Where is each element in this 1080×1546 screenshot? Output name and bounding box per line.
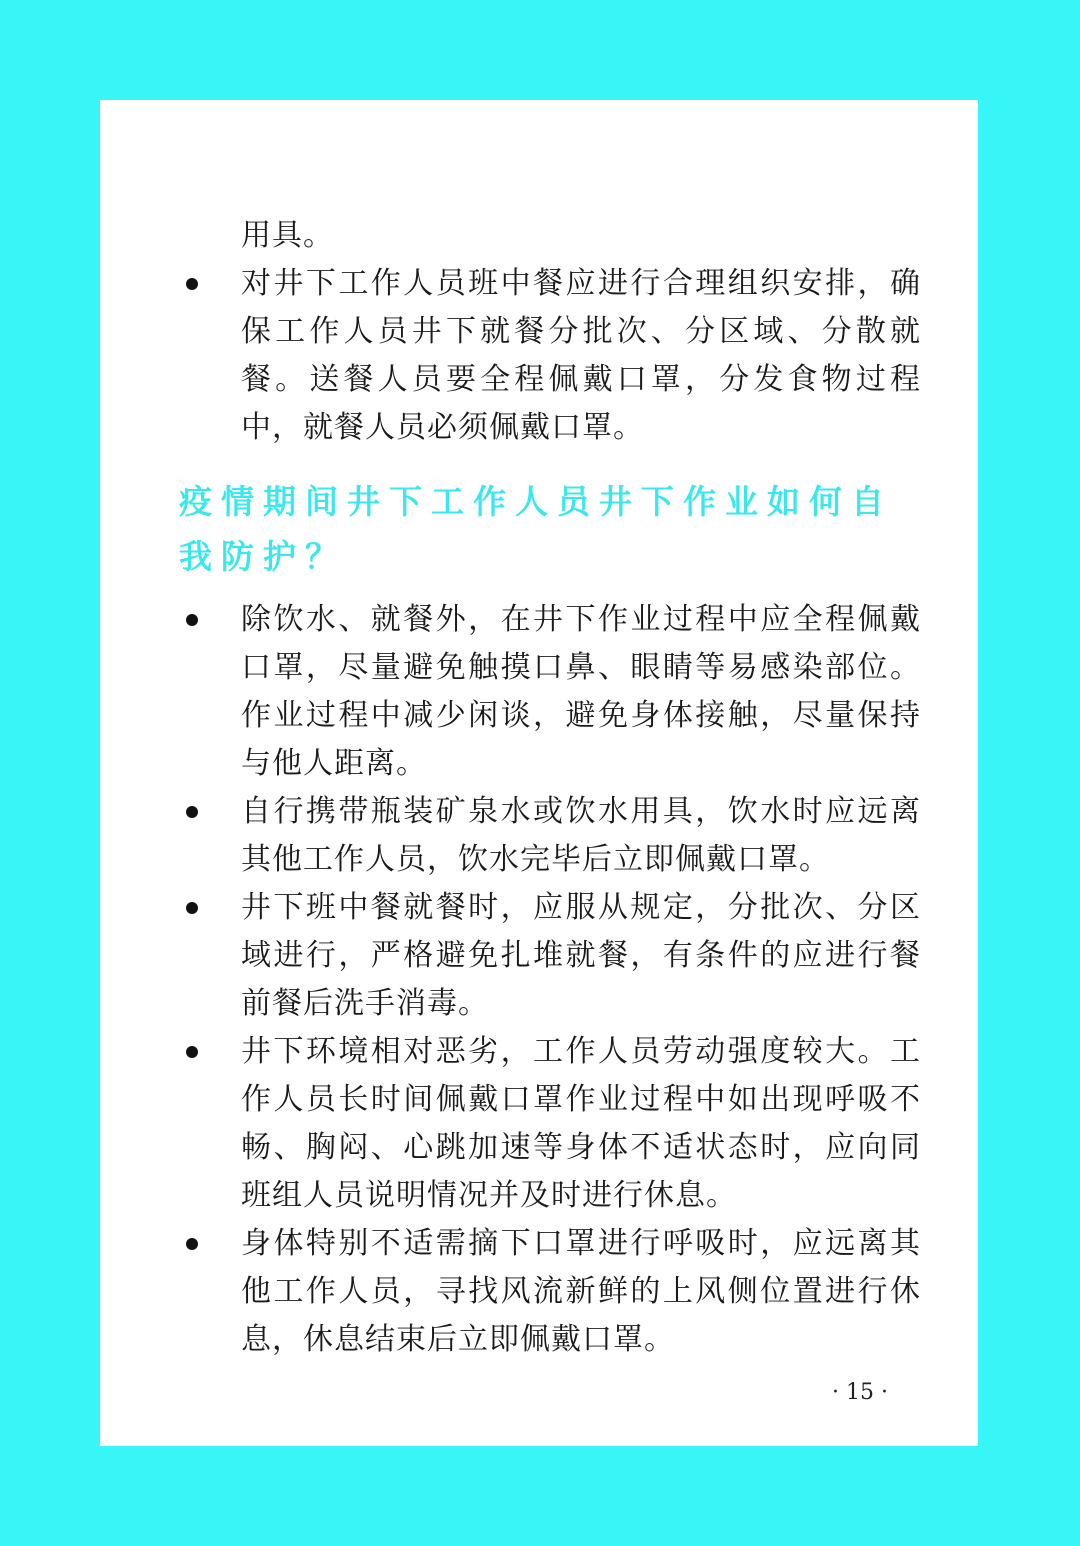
list-item: 身体特别不适需摘下口罩进行呼吸时，应远离其他工作人员，寻找风流新鲜的上风侧位置进行休息，休息结束后立即佩戴口罩。 — [241, 1226, 921, 1357]
page-sheet — [100, 100, 978, 1446]
bullet-icon — [186, 902, 198, 914]
list-item: 除饮水、就餐外，在井下作业过程中应全程佩戴口罩，尽量避免触摸口鼻、眼睛等易感染部位。作业过程中减少闲谈，避免身体接触，尽量保持与他人距离。 — [241, 602, 921, 781]
list-item: 井下班中餐就餐时，应服从规定，分批次、分区域进行，严格避免扎堆就餐，有条件的应进行餐前餐后洗手消毒。 — [241, 890, 921, 1021]
list-item: 自行携带瓶装矿泉水或饮水用具，饮水时应远离其他工作人员，饮水完毕后立即佩戴口罩。 — [241, 794, 921, 877]
list-item: 对井下工作人员班中餐应进行合理组织安排，确保工作人员井下就餐分批次、分区域、分散就餐。送餐人员要全程佩戴口罩，分发食物过程中，就餐人员必须佩戴口罩。 — [241, 266, 921, 445]
bullet-icon — [186, 806, 198, 818]
bullet-icon — [186, 1046, 198, 1058]
section-heading: 疫情期间井下工作人员井下作业如何自我防护？ — [179, 482, 893, 576]
bullet-icon — [186, 614, 198, 626]
bullet-icon — [186, 1238, 198, 1250]
continued-paragraph: 用具。 — [241, 218, 334, 253]
list-item: 井下环境相对恶劣，工作人员劳动强度较大。工作人员长时间佩戴口罩作业过程中如出现呼吸不畅、胸闷、心跳加速等身体不适状态时，应向同班组人员说明情况并及时进行休息。 — [241, 1034, 921, 1213]
page-number: · 15 · — [832, 1380, 888, 1405]
bullet-icon — [186, 278, 198, 290]
